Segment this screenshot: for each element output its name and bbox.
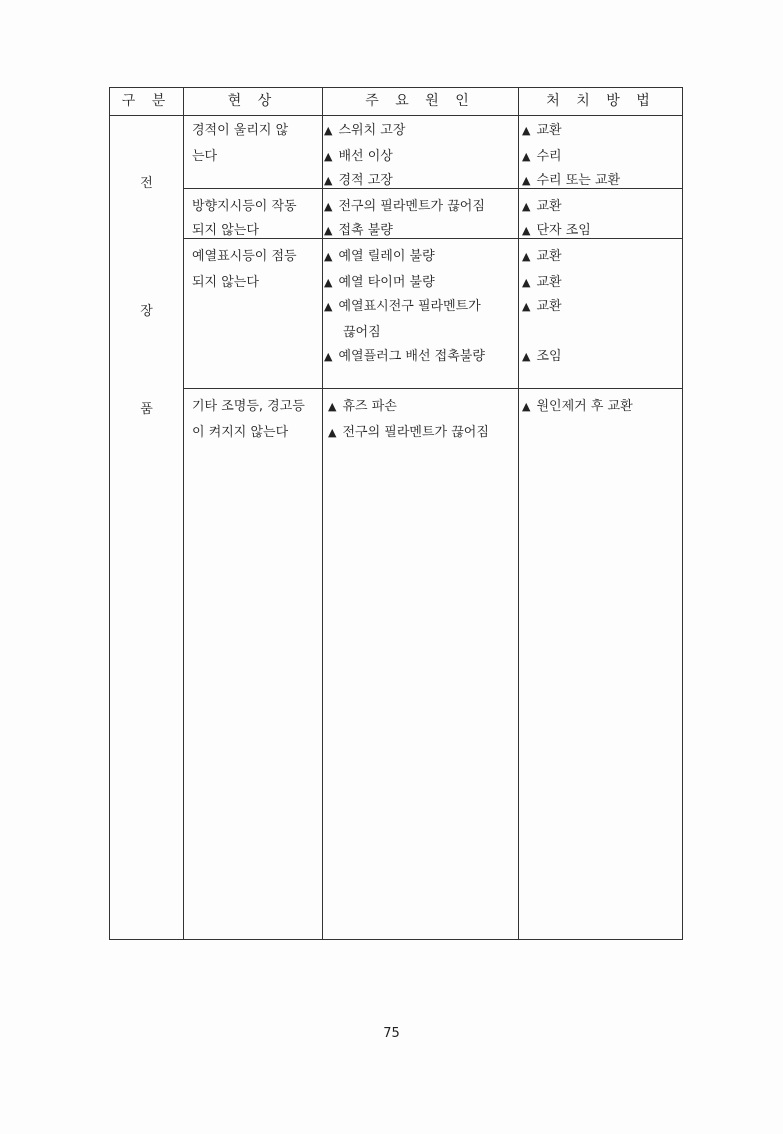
triangle-bullet-icon: ▲	[522, 150, 531, 163]
symptom-text: 방향지시등이 작동	[192, 199, 297, 214]
remedy-item: ▲ 교환	[522, 123, 562, 138]
col-divider	[322, 88, 323, 939]
header-divider	[110, 115, 682, 116]
symptom-text: 경적이 울리지 않	[192, 123, 289, 138]
remedy-item: ▲ 조임	[522, 349, 562, 364]
cause-item: ▲ 전구의 필라멘트가 끊어짐	[324, 199, 485, 214]
header-symptom: 현 상	[227, 93, 278, 109]
remedy-item: ▲ 교환	[522, 299, 562, 314]
triangle-bullet-icon: ▲	[324, 200, 333, 213]
cause-item-continuation: 끊어짐	[343, 325, 381, 340]
col-divider	[183, 88, 184, 939]
remedy-item: ▲ 원인제거 후 교환	[522, 399, 633, 414]
category-char: 전	[140, 176, 153, 191]
triangle-bullet-icon: ▲	[324, 300, 333, 313]
cause-item: ▲ 접촉 불량	[324, 223, 393, 238]
remedy-item: ▲ 단자 조임	[522, 223, 591, 238]
triangle-bullet-icon: ▲	[522, 300, 531, 313]
header-remedy: 처 치 방 법	[546, 93, 656, 109]
triangle-bullet-icon: ▲	[324, 224, 333, 237]
triangle-bullet-icon: ▲	[324, 174, 333, 187]
triangle-bullet-icon: ▲	[328, 400, 337, 413]
cause-item: ▲ 스위치 고장	[324, 123, 406, 138]
triangle-bullet-icon: ▲	[324, 250, 333, 263]
triangle-bullet-icon: ▲	[324, 124, 333, 137]
symptom-text: 되지 않는다	[192, 275, 259, 290]
col-divider	[518, 88, 519, 939]
cause-item: ▲ 휴즈 파손	[328, 399, 397, 414]
triangle-bullet-icon: ▲	[328, 426, 337, 439]
remedy-item: ▲ 교환	[522, 199, 562, 214]
remedy-item: ▲ 수리 또는 교환	[522, 173, 621, 188]
triangle-bullet-icon: ▲	[522, 276, 531, 289]
symptom-text: 이 켜지지 않는다	[192, 425, 289, 440]
cause-item: ▲ 예열표시전구 필라멘트가	[324, 299, 481, 314]
triangle-bullet-icon: ▲	[522, 124, 531, 137]
header-cause: 주 요 원 인	[365, 93, 475, 109]
category-char: 장	[140, 304, 153, 319]
row-divider	[183, 388, 682, 389]
triangle-bullet-icon: ▲	[522, 224, 531, 237]
triangle-bullet-icon: ▲	[522, 250, 531, 263]
remedy-item: ▲ 교환	[522, 275, 562, 290]
category-char: 품	[140, 402, 153, 417]
triangle-bullet-icon: ▲	[324, 150, 333, 163]
cause-item: ▲ 배선 이상	[324, 149, 393, 164]
triangle-bullet-icon: ▲	[324, 350, 333, 363]
troubleshooting-table	[109, 87, 683, 940]
triangle-bullet-icon: ▲	[324, 276, 333, 289]
page-number: 75	[383, 1026, 400, 1041]
symptom-text: 예열표시등이 점등	[192, 249, 297, 264]
symptom-text: 되지 않는다	[192, 223, 259, 238]
triangle-bullet-icon: ▲	[522, 200, 531, 213]
cause-item: ▲ 예열 타이머 불량	[324, 275, 435, 290]
triangle-bullet-icon: ▲	[522, 400, 531, 413]
cause-item: ▲ 전구의 필라멘트가 끊어짐	[328, 425, 489, 440]
triangle-bullet-icon: ▲	[522, 350, 531, 363]
symptom-text: 는다	[192, 149, 218, 164]
symptom-text: 기타 조명등, 경고등	[192, 399, 305, 414]
remedy-item: ▲ 수리	[522, 149, 562, 164]
remedy-item: ▲ 교환	[522, 249, 562, 264]
header-category: 구 분	[121, 93, 172, 109]
cause-item: ▲ 경적 고장	[324, 173, 393, 188]
cause-item: ▲ 예열 릴레이 불량	[324, 249, 435, 264]
cause-item: ▲ 예열플러그 배선 접촉불량	[324, 349, 485, 364]
triangle-bullet-icon: ▲	[522, 174, 531, 187]
